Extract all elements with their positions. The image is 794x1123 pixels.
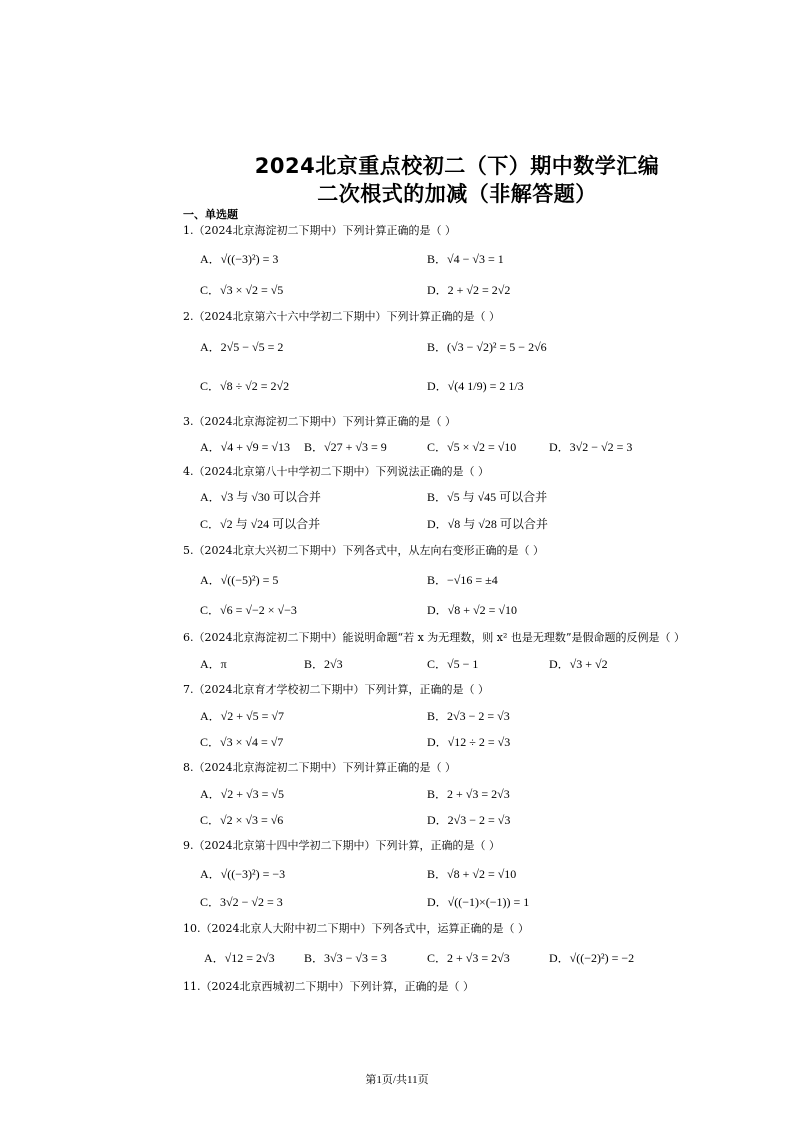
option: D．2 + √2 = 2√2	[427, 283, 511, 297]
option: C．√8 ÷ √2 = 2√2	[200, 379, 290, 393]
option: B．3√3 − √3 = 3	[304, 951, 387, 965]
option: C．√2 × √3 = √6	[200, 813, 284, 827]
option: D．√3 + √2	[549, 657, 608, 671]
option: B．√27 + √3 = 9	[304, 440, 387, 454]
page-number: 第1页/共11页	[365, 1074, 429, 1086]
option: C．√2 与 √24 可以合并	[200, 517, 321, 531]
option: D．2√3 − 2 = √3	[427, 813, 511, 827]
option: C．√5 × √2 = √10	[427, 440, 517, 454]
option: B．(√3 − √2)² = 5 − 2√6	[427, 340, 547, 354]
option: C．√5 − 1	[427, 657, 479, 671]
question-stem: 8.（2024北京海淀初二下期中）下列计算正确的是（ ）	[183, 761, 456, 774]
question-stem: 4.（2024北京第八十中学初二下期中）下列说法正确的是（ ）	[183, 465, 489, 478]
option: C．√3 × √2 = √5	[200, 283, 284, 297]
option: D．√8 + √2 = √10	[427, 603, 517, 617]
option: D．√8 与 √28 可以合并	[427, 517, 548, 531]
option: A．√2 + √5 = √7	[200, 709, 284, 723]
option: A．√4 + √9 = √13	[200, 440, 290, 454]
option: C．3√2 − √2 = 3	[200, 895, 283, 909]
option: D．√((−1)×(−1)) = 1	[427, 895, 530, 909]
option: B．−√16 = ±4	[427, 573, 498, 587]
option: B．2√3	[304, 657, 343, 671]
option: B．2√3 − 2 = √3	[427, 709, 510, 723]
question-stem: 2.（2024北京第六十六中学初二下期中）下列计算正确的是（ ）	[183, 310, 500, 323]
option: C．√6 = √−2 × √−3	[200, 603, 297, 617]
question-stem: 3.（2024北京海淀初二下期中）下列计算正确的是（ ）	[183, 415, 456, 428]
option: A．√((−3)²) = 3	[200, 252, 279, 266]
option: D．√(4 1/9) = 2 1/3	[427, 379, 524, 393]
question-stem: 10.（2024北京人大附中初二下期中）下列各式中，运算正确的是（ ）	[183, 922, 529, 935]
question-stem: 7.（2024北京育才学校初二下期中）下列计算，正确的是（ ）	[183, 683, 489, 696]
option: D．√12 ÷ 2 = √3	[427, 735, 511, 749]
page-title: 2024北京重点校初二（下）期中数学汇编	[254, 154, 660, 178]
option: A．√12 = 2√3	[204, 951, 275, 965]
question-stem: 5.（2024北京大兴初二下期中）下列各式中，从左向右变形正确的是（ ）	[183, 544, 544, 557]
question-stem: 11.（2024北京西城初二下期中）下列计算，正确的是（ ）	[183, 980, 474, 993]
page-subtitle: 二次根式的加减（非解答题）	[317, 182, 597, 206]
option: A．√((−5)²) = 5	[200, 573, 279, 587]
option: D．√((−2)²) = −2	[549, 951, 635, 965]
option: B．√5 与 √45 可以合并	[427, 490, 548, 504]
option: D．3√2 − √2 = 3	[549, 440, 633, 454]
option: C．√3 × √4 = √7	[200, 735, 284, 749]
question-stem: 9.（2024北京第十四中学初二下期中）下列计算，正确的是（ ）	[183, 839, 500, 852]
section-heading: 一、单选题	[183, 208, 238, 221]
question-stem: 1.（2024北京海淀初二下期中）下列计算正确的是（ ）	[183, 224, 456, 237]
option: A．2√5 − √5 = 2	[200, 340, 284, 354]
option: A．π	[200, 657, 227, 671]
option: C．2 + √3 = 2√3	[427, 951, 510, 965]
option: B．2 + √3 = 2√3	[427, 787, 510, 801]
option: A．√3 与 √30 可以合并	[200, 490, 321, 504]
option: A．√((−3)²) = −3	[200, 867, 286, 881]
question-stem: 6.（2024北京海淀初二下期中）能说明命题“若 x 为无理数，则 x² 也是无理数”是假命题的反例是（ ）	[183, 631, 686, 644]
option: B．√4 − √3 = 1	[427, 252, 504, 266]
option: A．√2 + √3 = √5	[200, 787, 284, 801]
option: B．√8 + √2 = √10	[427, 867, 517, 881]
